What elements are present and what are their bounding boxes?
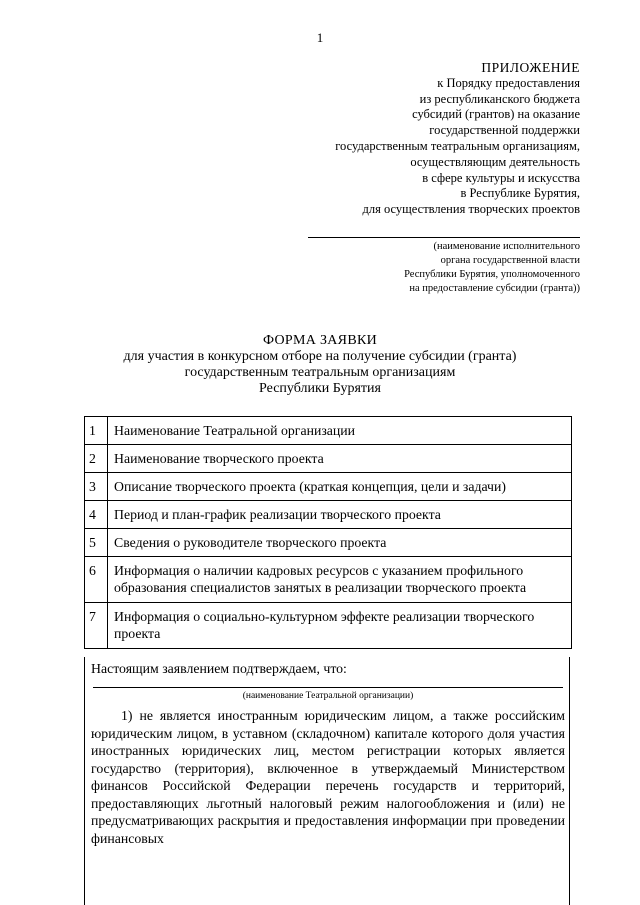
row-text: Период и план-график реализации творческого проекта xyxy=(108,501,572,529)
statement-paragraph: 1) не является иностранным юридическим лицом, а также российским юридическим лицом, в уставном (складочном) капитале которого доля участия иностранных юридических лиц, местом регистрации которых является государство (территория), включенное в утверждаемый Министерством финансов Российской Федерации перечень государств и территорий, предоставляющих льготный налоговый режим налогообложения и (или) не предусматривающих раскрытия и предоставления информации при проведении финансовых xyxy=(91,708,565,846)
row-number: 4 xyxy=(85,501,108,529)
appendix-line: для осуществления творческих проектов xyxy=(362,202,580,217)
organization-fill-line xyxy=(93,687,563,688)
statement-intro: Настоящим заявлением подтверждаем, что: xyxy=(91,661,347,676)
page-number: 1 xyxy=(316,30,324,45)
row-number: 5 xyxy=(85,529,108,557)
table-row xyxy=(85,557,572,603)
appendix-line: в сфере культуры и искусства xyxy=(422,170,580,185)
row-text: Сведения о руководителе творческого проекта xyxy=(108,529,572,557)
recipient-caption-line: органа государственной власти xyxy=(440,255,580,266)
table-row xyxy=(85,473,572,501)
table-row xyxy=(85,501,572,529)
form-heading xyxy=(0,333,640,397)
appendix-line: из республиканского бюджета xyxy=(419,91,580,106)
row-text: Наименование творческого проекта xyxy=(108,445,572,473)
recipient-caption-line: (наименование исполнительного xyxy=(433,241,580,252)
organization-caption: (наименование Театральной организации) xyxy=(242,691,414,701)
row-number: 6 xyxy=(85,557,108,603)
row-number: 7 xyxy=(85,603,108,649)
appendix-header xyxy=(335,60,580,218)
statement-section xyxy=(84,657,570,905)
form-subtitle-line: государственным театральным организациям xyxy=(184,365,456,380)
row-number: 2 xyxy=(85,445,108,473)
appendix-line: субсидий (грантов) на оказание xyxy=(412,107,580,122)
appendix-line: государственной поддержки xyxy=(429,123,580,138)
table-row xyxy=(85,529,572,557)
table-row xyxy=(85,417,572,445)
recipient-caption-line: Республики Бурятия, уполномоченного xyxy=(404,269,580,280)
row-number: 1 xyxy=(85,417,108,445)
form-subtitle-line: Республики Бурятия xyxy=(259,381,381,396)
recipient-caption-line: на предоставление субсидии (гранта)) xyxy=(409,283,580,294)
appendix-line: в Республике Бурятия, xyxy=(460,186,580,201)
appendix-title: ПРИЛОЖЕНИЕ xyxy=(481,60,580,75)
application-form-table xyxy=(84,416,572,649)
appendix-line: осуществляющим деятельность xyxy=(410,154,580,169)
table-row xyxy=(85,445,572,473)
form-title: ФОРМА ЗАЯВКИ xyxy=(262,333,378,348)
form-subtitle-line: для участия в конкурсном отборе на получение субсидии (гранта) xyxy=(123,349,517,364)
row-text: Наименование Театральной организации xyxy=(108,417,572,445)
appendix-line: к Порядку предоставления xyxy=(437,75,580,90)
row-text: Описание творческого проекта (краткая концепция, цели и задачи) xyxy=(108,473,572,501)
appendix-line: государственным театральным организациям, xyxy=(335,138,580,153)
recipient-caption xyxy=(404,240,580,296)
row-text: Информация о наличии кадровых ресурсов с указанием профильного образования специалистов занятых в реализации творческого проекта xyxy=(108,557,572,603)
recipient-fill-line xyxy=(308,237,580,238)
table-row xyxy=(85,603,572,649)
row-number: 3 xyxy=(85,473,108,501)
row-text: Информация о социально-культурном эффекте реализации творческого проекта xyxy=(108,603,572,649)
